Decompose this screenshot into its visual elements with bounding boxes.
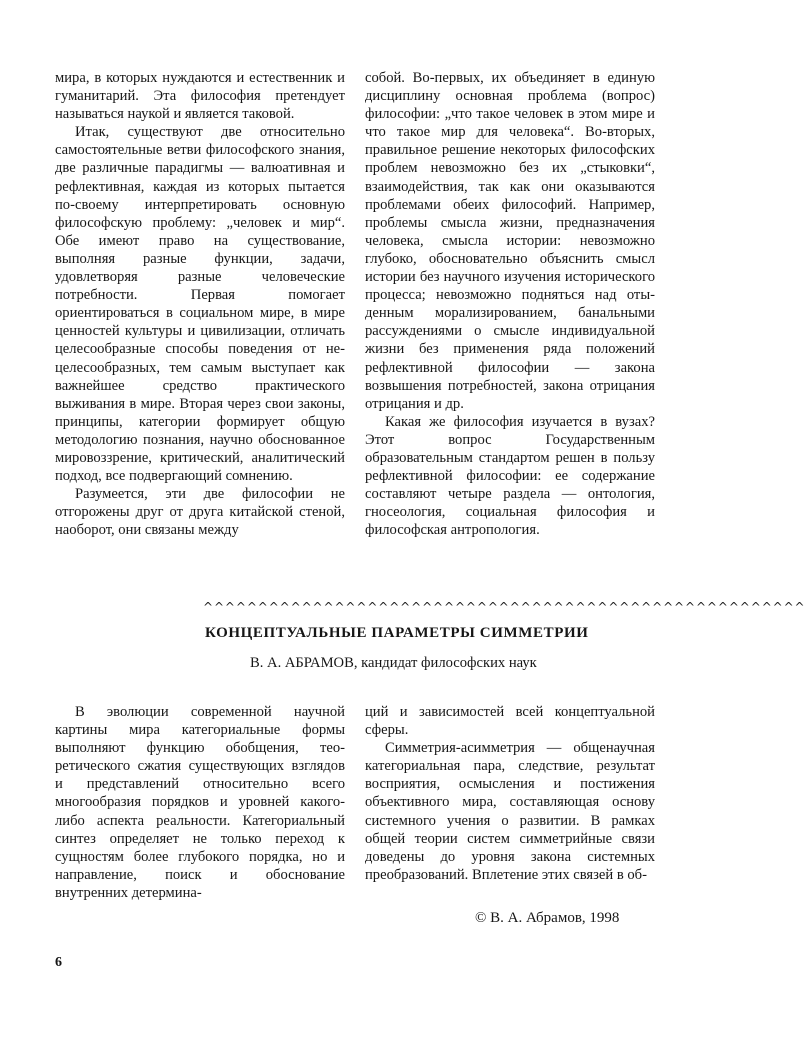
article-title: КОНЦЕПТУАЛЬНЫЕ ПАРАМЕТРЫ СИММЕТРИИ [205, 625, 589, 641]
page-number: 6 [55, 955, 62, 970]
paragraph: ций и зависимостей всей концептуальной сферы. [365, 704, 655, 739]
top-right-column [365, 69, 655, 539]
paragraph: Итак, существуют две относительно самостоятельные ветви философского знания, две различные парадигмы — валюативная и рефлективная, каждая из которых пытается по-своему интерпретировать основную философскую проблему: „человек и мир“. Обе имеют право на существование, выполняя разные функции, задачи, удовлетворяя разные человеческие потребности. Первая помогает ориентироваться в социальном мире, в мире ценностей культуры и цивилизации, отличать целесообразные способы поведения от нецелесообразных, тем самым выступает как важнейшее средство практического выживания в мире. Вторая через свои законы, принципы, категории формирует общую методологию познания, научно обоснованное мировоззрение, критический, аналитический подход, все подвергающий сомнению. [55, 124, 345, 485]
bottom-left-column [55, 703, 345, 902]
author-byline: В. А. АБРАМОВ, кандидат философских наук [250, 655, 537, 671]
decorative-divider: ^^^^^^^^^^^^^^^^^^^^^^^^^^^^^^^^^^^^^^^^^^^^^^^^^^^^^^^ [203, 600, 806, 614]
paragraph: Симметрия-асимметрия — общенаучная категориальная пара, следствие, результат восприятия, осмысления и постижения объективного мира, составляющая основу системного учения о развитии. В рамках общей теории систем симметрийные связи доведены до уровня закона системных преобразований. Вплетение этих связей в об- [365, 740, 655, 883]
copyright-notice: © В. А. Абрамов, 1998 [475, 910, 620, 926]
top-left-column [55, 69, 345, 539]
paragraph: мира, в которых нуждаются и естественник и гуманитарий. Эта философия претендует называться наукой и является таковой. [55, 70, 345, 123]
bottom-right-column [365, 703, 655, 884]
paragraph: Какая же философия изучается в вузах? Этот вопрос Государственным образовательным стандартом решен в пользу рефлективной философии: ее содержание составляют четыре раздела — онтология, гносеология, социальная философия и философская антропология. [365, 413, 655, 539]
paragraph: Разумеется, эти две философии не отгорожены друг от друга китайской стеной, наоборот, они связаны между [55, 486, 345, 539]
paragraph: В эволюции современной научной картины мира категориальные формы выполняют функцию обобщения, теоретического сжатия существующих взглядов и представлений относительно всего многообразия порядков и уровней какого-либо аспекта реальности. Категориальный синтез определяет не только переход к сущностям более глубокого порядка, но и направление, поиск и обоснование внутренних детермина- [55, 704, 345, 901]
paragraph: собой. Во-первых, их объединяет в единую дисциплину основная проблема (вопрос) философии: „что такое человек в этом мире и что такое мир для человека“. Во-вторых, правильное решение некоторых философских проблем невозможно без их „стыковки“, взаимодействия, так как они оказываются проблемами обеих философий. Например, проблемы смысла жизни, предназначения человека, смысла истории: невозможно глубоко, обосновательно объяснить смысл истории без научного изучения исторического процесса; невозможно подняться над отыденным морализированием, банальными рассуждениями о смысле индивидуальной жизни без применения ряда положений рефлективной философии — закона возвышения потребностей, закона отрицания отрицания и др. [365, 70, 655, 412]
